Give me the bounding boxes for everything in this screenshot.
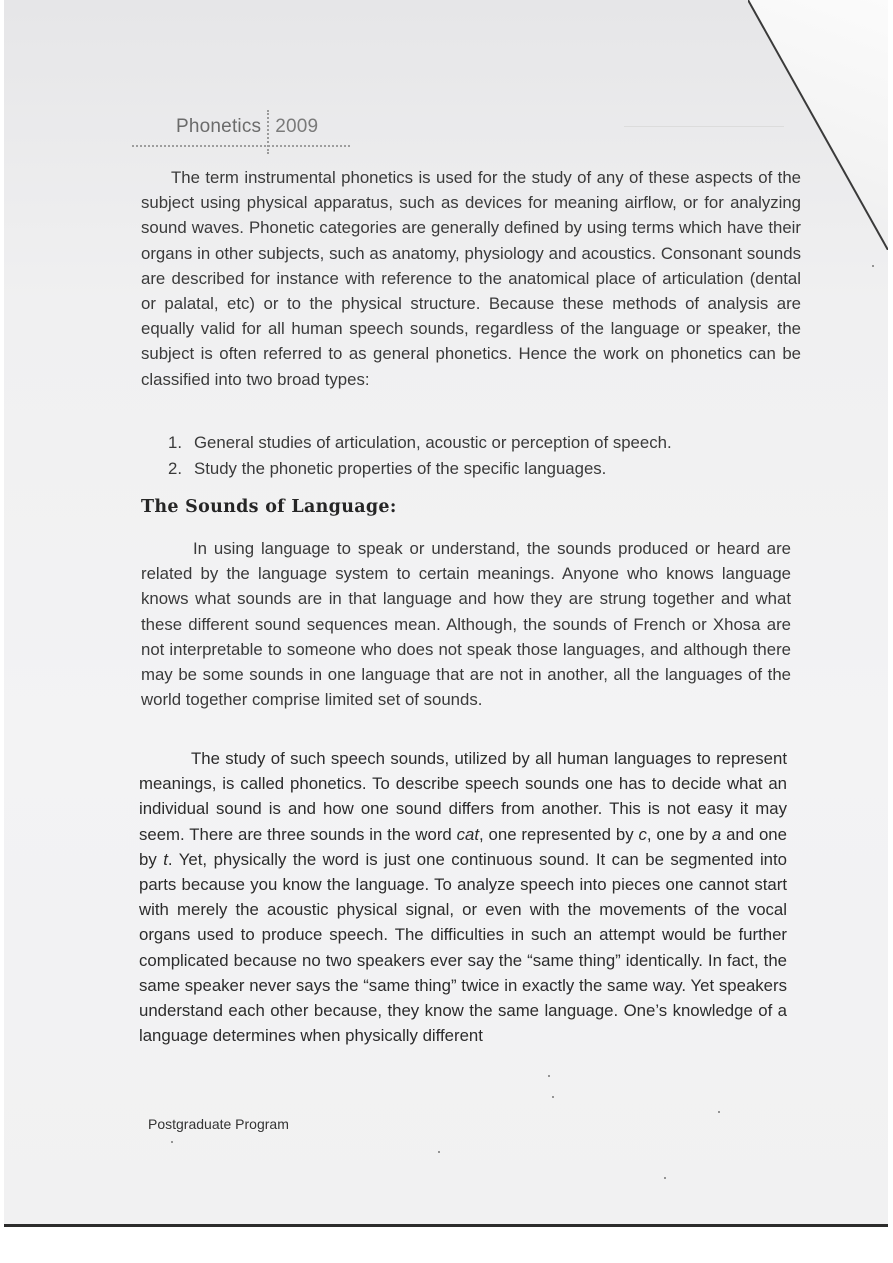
list-item: 2. Study the phonetic properties of the specific languages.: [168, 459, 607, 478]
paper-speck: [552, 1096, 554, 1098]
list-item: 1. General studies of articulation, acoustic or perception of speech.: [168, 433, 672, 452]
paper-speck: [548, 1075, 550, 1077]
paper-speck: [872, 265, 874, 267]
types-list: [168, 430, 672, 482]
sounds-paragraph-1: In using language to speak or understand, the sounds produced or heard are related by the language system to certain meanings. Anyone who knows language knows what sounds are in that language and how they are strung together and what these different sound sequences mean. Although, the sounds of French or Xhosa are not interpretable to someone who does not speak those languages, and although there may be some sounds in one language that are not in another, all the languages of the world together comprise limited set of sounds.: [141, 539, 791, 710]
paper-speck: [438, 1151, 440, 1153]
sounds-paragraph-2: The study of such speech sounds, utilized by all human languages to represent meanings, is called phonetics. To describe speech sounds one has to decide what an individual sound is and how one sound differs from another. This is not easy it may seem. There are three sounds in the word cat, one represented by c, one by a and one by t. Yet, physically the word is just one continuous sound. It can be segmented into parts because you know the language. To analyze speech into pieces one cannot start with merely the acoustic physical signal, or even with the movements of the vocal organs used to produce speech. The difficulties in such an attempt would be further complicated because no two speakers ever say the “same thing” identically. In fact, the same speaker never says the “same thing” twice in exactly the same way. Yet speakers understand each other because, they know the same language. One’s knowledge of a language determines when physically different: [139, 749, 787, 1046]
page-footer: Postgraduate Program: [148, 1116, 289, 1132]
paper-speck: [718, 1111, 720, 1113]
paper-speck: [171, 1141, 173, 1143]
intro-paragraph: The term instrumental phonetics is used for the study of any of these aspects of the subject using physical apparatus, such as devices for meaning airflow, or for analyzing sound waves. Phonetic categories are generally defined by using terms which have their organs in other subjects, such as anatomy, physiology and acoustics. Consonant sounds are described for instance with reference to the anatomical place of articulation (dental or palatal, etc) or to the physical structure. Because these methods of analysis are equally valid for all human speech sounds, regardless of the language or speaker, the subject is often referred to as general phonetics. Hence the work on phonetics can be classified into two broad types:: [141, 168, 801, 389]
document-page: [4, 0, 888, 1227]
header-rule: [132, 145, 350, 149]
header-subject: Phonetics: [176, 116, 262, 137]
page-header: [176, 116, 318, 138]
section-heading: The Sounds of Language:: [141, 497, 397, 517]
header-year: 2009: [275, 116, 319, 137]
faint-rule: [624, 126, 784, 127]
paper-speck: [664, 1177, 666, 1179]
